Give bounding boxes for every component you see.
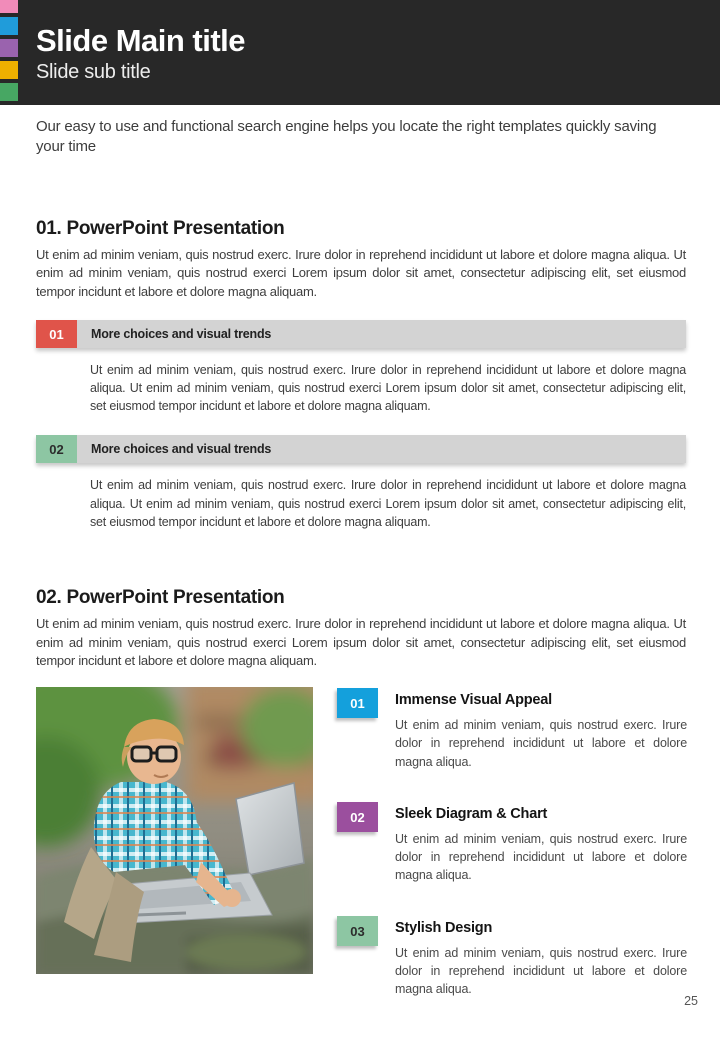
slide-main-title: Slide Main title [36, 23, 246, 58]
accent-square-blue [0, 17, 18, 35]
feature-item-01-content [395, 688, 687, 783]
feature-item-02 [337, 802, 687, 897]
feature-bar-02-number-badge: 02 [36, 435, 77, 463]
accent-square-green [0, 83, 18, 101]
intro-text: Our easy to use and functional search engine helps you locate the right templates quickly saving your time [36, 118, 657, 156]
photo-and-features [36, 687, 686, 1030]
feature-list [337, 687, 687, 1030]
section-02 [36, 587, 686, 1030]
feature-bar-01-number-badge: 01 [36, 320, 77, 348]
feature-item-03-content [395, 916, 687, 1011]
feature-item-03-title: Stylish Design [395, 920, 493, 937]
main-content [0, 117, 720, 1030]
feature-item-03-number-badge: 03 [337, 916, 378, 946]
feature-item-02-body: Ut enim ad minim veniam, quis nostrud exerc. Irure dolor in reprehend incididunt ut labore et dolore magna aliqua. [395, 832, 687, 883]
feature-item-01 [337, 688, 687, 783]
feature-bar-01-row [36, 320, 686, 348]
slide-sub-title: Slide sub title [36, 61, 151, 84]
feature-bar-01 [36, 320, 686, 415]
accent-square-yellow [0, 61, 18, 79]
feature-bar-02-body: Ut enim ad minim veniam, quis nostrud exerc. Irure dolor in reprehend incididunt ut labore et dolore magna aliqua. Ut enim ad minim veniam, quis nostrud exerci Lorem ipsum dolor sit amet, consectetur adipiscing elit, set eiusmod tempor incidunt et labore et dolore magna aliquam. [90, 478, 686, 529]
feature-item-02-number-badge: 02 [337, 802, 378, 832]
feature-bar-02-row [36, 435, 686, 463]
accent-square-purple [0, 39, 18, 57]
section-01-heading: 01. PowerPoint Presentation [36, 217, 285, 239]
feature-bar-01-title: More choices and visual trends [77, 320, 686, 348]
feature-item-02-title: Sleek Diagram & Chart [395, 806, 548, 823]
section-01-body: Ut enim ad minim veniam, quis nostrud exerc. Irure dolor in reprehend incididunt ut labore et dolore magna aliqua. Ut enim ad minim veniam, quis nostrud exerci Lorem ipsum dolor sit amet, consectetur adipiscing elit, set eiusmod tempor incidunt et labore et dolore magna aliquam. [36, 246, 686, 300]
accent-square-pink [0, 0, 18, 13]
feature-item-01-title: Immense Visual Appeal [395, 692, 552, 709]
section-01 [36, 218, 686, 531]
section-02-body: Ut enim ad minim veniam, quis nostrud exerc. Irure dolor in reprehend incididunt ut labore et dolore magna aliqua. Ut enim ad minim veniam, quis nostrud exerci Lorem ipsum dolor sit amet, consectetur adipiscing elit, set eiusmod tempor incidunt et labore et dolore magna aliquam. [36, 615, 686, 669]
boy-laptop-photo [36, 687, 313, 974]
header-band [0, 0, 720, 105]
page-number: 25 [684, 994, 698, 1008]
section-02-heading: 02. PowerPoint Presentation [36, 586, 285, 608]
header-text [36, 24, 245, 84]
feature-bar-02 [36, 435, 686, 530]
feature-item-03 [337, 916, 687, 1011]
feature-item-01-number-badge: 01 [337, 688, 378, 718]
feature-item-02-content [395, 802, 687, 897]
feature-item-03-body: Ut enim ad minim veniam, quis nostrud exerc. Irure dolor in reprehend incididunt ut labore et dolore magna aliqua. [395, 946, 687, 997]
accent-color-strip [0, 0, 18, 101]
feature-item-01-body: Ut enim ad minim veniam, quis nostrud exerc. Irure dolor in reprehend incididunt ut labore et dolore magna aliqua. [395, 718, 687, 769]
feature-bar-01-body: Ut enim ad minim veniam, quis nostrud exerc. Irure dolor in reprehend incididunt ut labore et dolore magna aliqua. Ut enim ad minim veniam, quis nostrud exerci Lorem ipsum dolor sit amet, consectetur adipiscing elit, set eiusmod tempor incidunt et labore et dolore magna aliquam. [90, 363, 686, 414]
feature-bar-02-title: More choices and visual trends [77, 435, 686, 463]
